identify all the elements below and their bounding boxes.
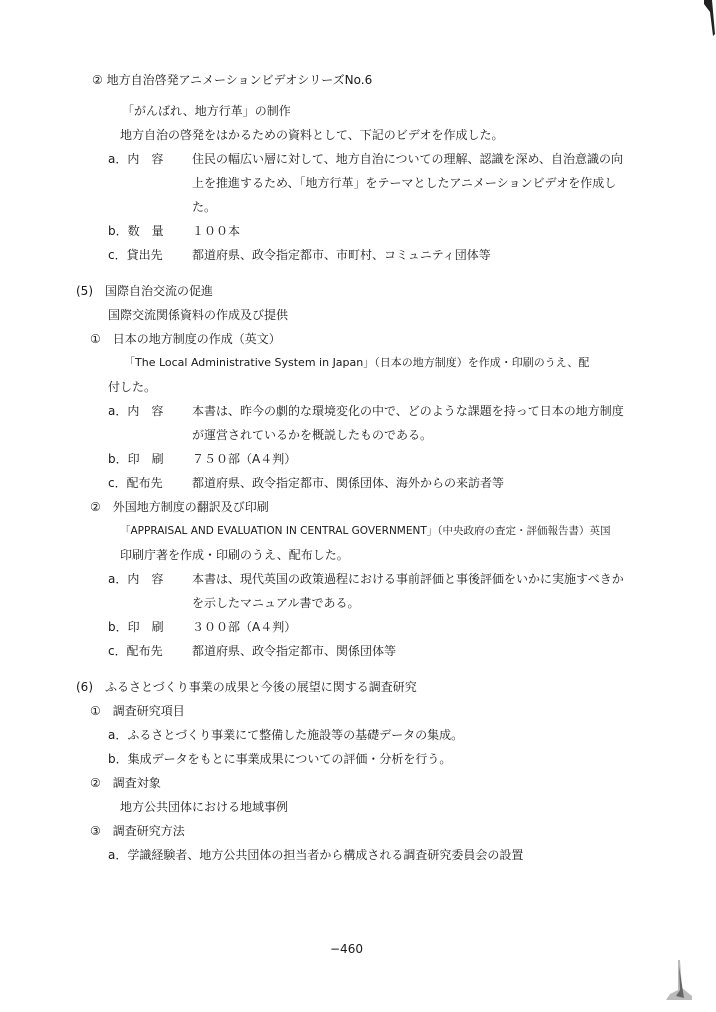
item-label: a．内 容 [108, 152, 164, 166]
paragraph: 付した。 [108, 380, 157, 394]
item-label: a．内 容 [108, 572, 164, 586]
section-title: ② 地方自治啓発アニメーションビデオシリーズNo.6 [92, 73, 373, 87]
item-value: 都道府県、政令指定都市、関係団体、海外からの来訪者等 [192, 476, 505, 490]
item-text: を示したマニュアル書である。 [192, 596, 360, 610]
item-text: 地方公共団体における地域事例 [120, 800, 289, 814]
section-sub: 国際交流関係資料の作成及び提供 [108, 308, 289, 322]
item-value: ３００部（A４判） [192, 620, 297, 634]
corner-mark [666, 960, 692, 1000]
item-title: ① 日本の地方制度の作成（英文） [90, 332, 281, 346]
item-label: c．配布先 [108, 476, 163, 490]
item-text: a．ふるさとづくり事業にて整備した施設等の基礎データの集成。 [108, 728, 464, 742]
paragraph: 「The Local Administrative System in Japan」（日本の地方制度）を作成・印刷のうえ、配 [124, 356, 590, 369]
item-label: c．配布先 [108, 644, 163, 658]
item-label: b．印 刷 [108, 452, 164, 466]
item-title: ② 外国地方制度の翻訳及び印刷 [90, 500, 269, 514]
item-label: c．貸出先 [108, 248, 163, 262]
paragraph: 「APPRAISAL AND EVALUATION IN CENTRAL GOVERNMENT」（中央政府の査定・評価報告書）英国 [120, 525, 611, 537]
item-value: 都道府県、政令指定都市、市町村、コミュニティ団体等 [192, 248, 491, 262]
item-label: b．印 刷 [108, 620, 164, 634]
item-title: ① 調査研究項目 [90, 704, 185, 718]
subtitle: 「がんばれ、地方行革」の制作 [122, 104, 291, 118]
item-text: た。 [192, 200, 217, 214]
item-text: 本書は、現代英国の政策過程における事前評価と事後評価をいかに実施すべきか [192, 572, 624, 586]
paragraph: 印刷庁著を作成・印刷のうえ、配布した。 [120, 548, 349, 562]
item-value: １００本 [192, 224, 241, 238]
item-text: が運営されているかを概説したものである。 [192, 428, 433, 442]
item-value: 都道府県、政令指定都市、関係団体等 [192, 644, 397, 658]
item-label: a．内 容 [108, 404, 164, 418]
item-text: 住民の幅広い層に対して、地方自治についての理解、認識を深め、自治意識の向 [192, 152, 624, 166]
section-heading: (5) 国際自治交流の促進 [76, 284, 213, 298]
item-title: ③ 調査研究方法 [90, 824, 185, 838]
section-heading: (6) ふるさとづくり事業の成果と今後の展望に関する調査研究 [76, 680, 417, 694]
item-text: a．学識経験者、地方公共団体の担当者から構成される調査研究委員会の設置 [108, 848, 524, 862]
item-value: ７５０部（A４判） [192, 452, 297, 466]
item-text: 本書は、昨今の劇的な環境変化の中で、どのような課題を持って日本の地方制度 [192, 404, 624, 418]
item-text: b．集成データをもとに事業成果についての評価・分析を行う。 [108, 752, 452, 766]
page-number: −460 [330, 942, 363, 956]
intro-text: 地方自治の啓発をはかるための資料として、下記のビデオを作成した。 [120, 128, 504, 142]
item-label: b．数 量 [108, 224, 164, 238]
item-text: 上を推進するため、「地方行革」をテーマとしたアニメーションビデオを作成し [192, 176, 617, 190]
item-title: ② 調査対象 [90, 776, 161, 790]
corner-mark [702, 0, 716, 36]
